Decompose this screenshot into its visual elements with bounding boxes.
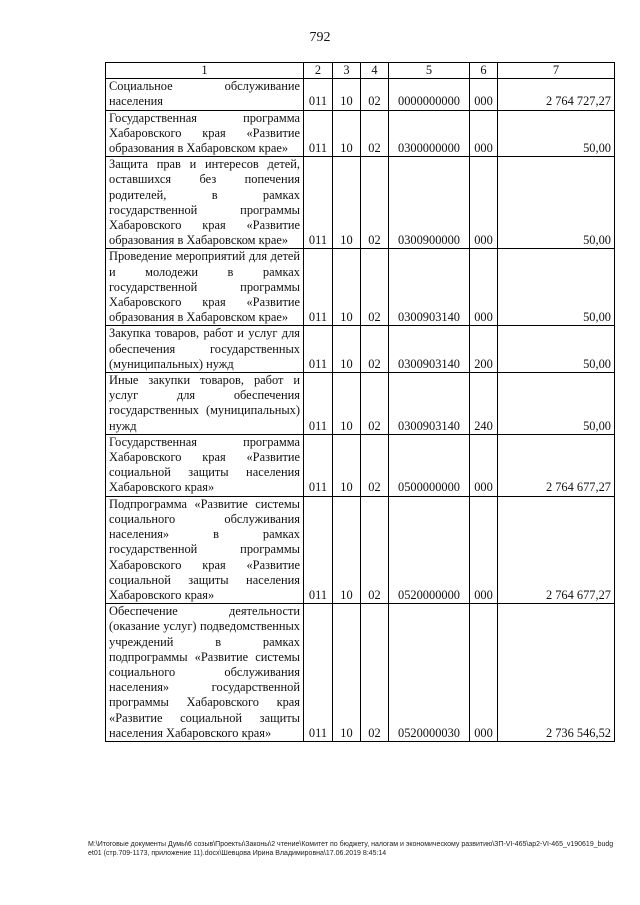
subsection-code: 02 [361, 326, 389, 373]
ministry-code: 011 [304, 496, 333, 603]
section-code: 10 [333, 110, 361, 157]
ministry-code: 011 [304, 157, 333, 249]
expense-type-code: 000 [470, 496, 498, 603]
expense-type-code: 000 [470, 249, 498, 326]
amount: 2 764 677,27 [498, 496, 615, 603]
section-code: 10 [333, 604, 361, 742]
subsection-code: 02 [361, 157, 389, 249]
target-article-code: 0520000000 [389, 496, 470, 603]
subsection-code: 02 [361, 249, 389, 326]
row-name: Подпрограмма «Развитие системы социального обслуживания населения» в рамках государственной программы Хабаровского края «Развитие социальной защиты населения Хабаровского края» [106, 496, 304, 603]
subsection-code: 02 [361, 604, 389, 742]
table-row [106, 157, 615, 249]
ministry-code: 011 [304, 604, 333, 742]
target-article-code: 0500000000 [389, 434, 470, 496]
subsection-code: 02 [361, 496, 389, 603]
amount: 50,00 [498, 373, 615, 435]
row-name: Обеспечение деятельности (оказание услуг) подведомственных учреждений в рамках подпрограммы «Развитие системы социального обслуживания населения» государственной программы Хабаровского края «Развитие социальной защиты населения Хабаровского края» [106, 604, 304, 742]
expense-type-code: 000 [470, 604, 498, 742]
expense-type-code: 000 [470, 434, 498, 496]
amount: 2 736 546,52 [498, 604, 615, 742]
row-name: Иные закупки товаров, работ и услуг для обеспечения государственных (муниципальных) нужд [106, 373, 304, 435]
row-name: Защита прав и интересов детей, оставшихся без попечения родителей, в рамках государственной программы Хабаровского края «Развитие образования в Хабаровском крае» [106, 157, 304, 249]
table-row [106, 326, 615, 373]
amount: 50,00 [498, 326, 615, 373]
row-name: Закупка товаров, работ и услуг для обеспечения государственных (муниципальных) нужд [106, 326, 304, 373]
ministry-code: 011 [304, 249, 333, 326]
table-row [106, 79, 615, 110]
amount: 2 764 727,27 [498, 79, 615, 110]
table-header-row [106, 63, 615, 79]
expense-type-code: 000 [470, 157, 498, 249]
amount: 50,00 [498, 249, 615, 326]
column-header: 5 [389, 63, 470, 79]
table-row [106, 496, 615, 603]
subsection-code: 02 [361, 79, 389, 110]
row-name: Государственная программа Хабаровского края «Развитие образования в Хабаровском крае» [106, 110, 304, 157]
ministry-code: 011 [304, 373, 333, 435]
page-number: 792 [309, 30, 331, 45]
table-row [106, 110, 615, 157]
target-article-code: 0300903140 [389, 326, 470, 373]
section-code: 10 [333, 496, 361, 603]
target-article-code: 0520000030 [389, 604, 470, 742]
section-code: 10 [333, 79, 361, 110]
amount: 50,00 [498, 157, 615, 249]
target-article-code: 0300900000 [389, 157, 470, 249]
section-code: 10 [333, 157, 361, 249]
subsection-code: 02 [361, 110, 389, 157]
row-name: Проведение мероприятий для детей и молодежи в рамках государственной программы Хабаровского края «Развитие образования в Хабаровском крае» [106, 249, 304, 326]
budget-table [105, 62, 615, 742]
ministry-code: 011 [304, 79, 333, 110]
section-code: 10 [333, 373, 361, 435]
column-header: 4 [361, 63, 389, 79]
table-row [106, 249, 615, 326]
target-article-code: 0000000000 [389, 79, 470, 110]
table-row [106, 373, 615, 435]
target-article-code: 0300903140 [389, 373, 470, 435]
amount: 2 764 677,27 [498, 434, 615, 496]
target-article-code: 0300903140 [389, 249, 470, 326]
expense-type-code: 240 [470, 373, 498, 435]
target-article-code: 0300000000 [389, 110, 470, 157]
file-path-footer: М:\Итоговые документы Думы\6 созыв\Проекты\Законы\2 чтение\Комитет по бюджету, налогам и экономическому развитию\ЗП-VI-465\ap2-VI-465_v190619_budget01 (стр.709-1173, приложение 11).docx\Шевцова Ирина Владимировна\17.06.2019 8:45:14 [88, 841, 614, 857]
ministry-code: 011 [304, 326, 333, 373]
column-header: 7 [498, 63, 615, 79]
row-name: Государственная программа Хабаровского края «Развитие социальной защиты населения Хабаровского края» [106, 434, 304, 496]
table-row [106, 434, 615, 496]
section-code: 10 [333, 249, 361, 326]
column-header: 1 [106, 63, 304, 79]
table-row [106, 604, 615, 742]
ministry-code: 011 [304, 110, 333, 157]
expense-type-code: 000 [470, 110, 498, 157]
column-header: 2 [304, 63, 333, 79]
row-name: Социальное обслуживание населения [106, 79, 304, 110]
expense-type-code: 000 [470, 79, 498, 110]
amount: 50,00 [498, 110, 615, 157]
section-code: 10 [333, 326, 361, 373]
subsection-code: 02 [361, 373, 389, 435]
column-header: 6 [470, 63, 498, 79]
section-code: 10 [333, 434, 361, 496]
subsection-code: 02 [361, 434, 389, 496]
column-header: 3 [333, 63, 361, 79]
ministry-code: 011 [304, 434, 333, 496]
expense-type-code: 200 [470, 326, 498, 373]
